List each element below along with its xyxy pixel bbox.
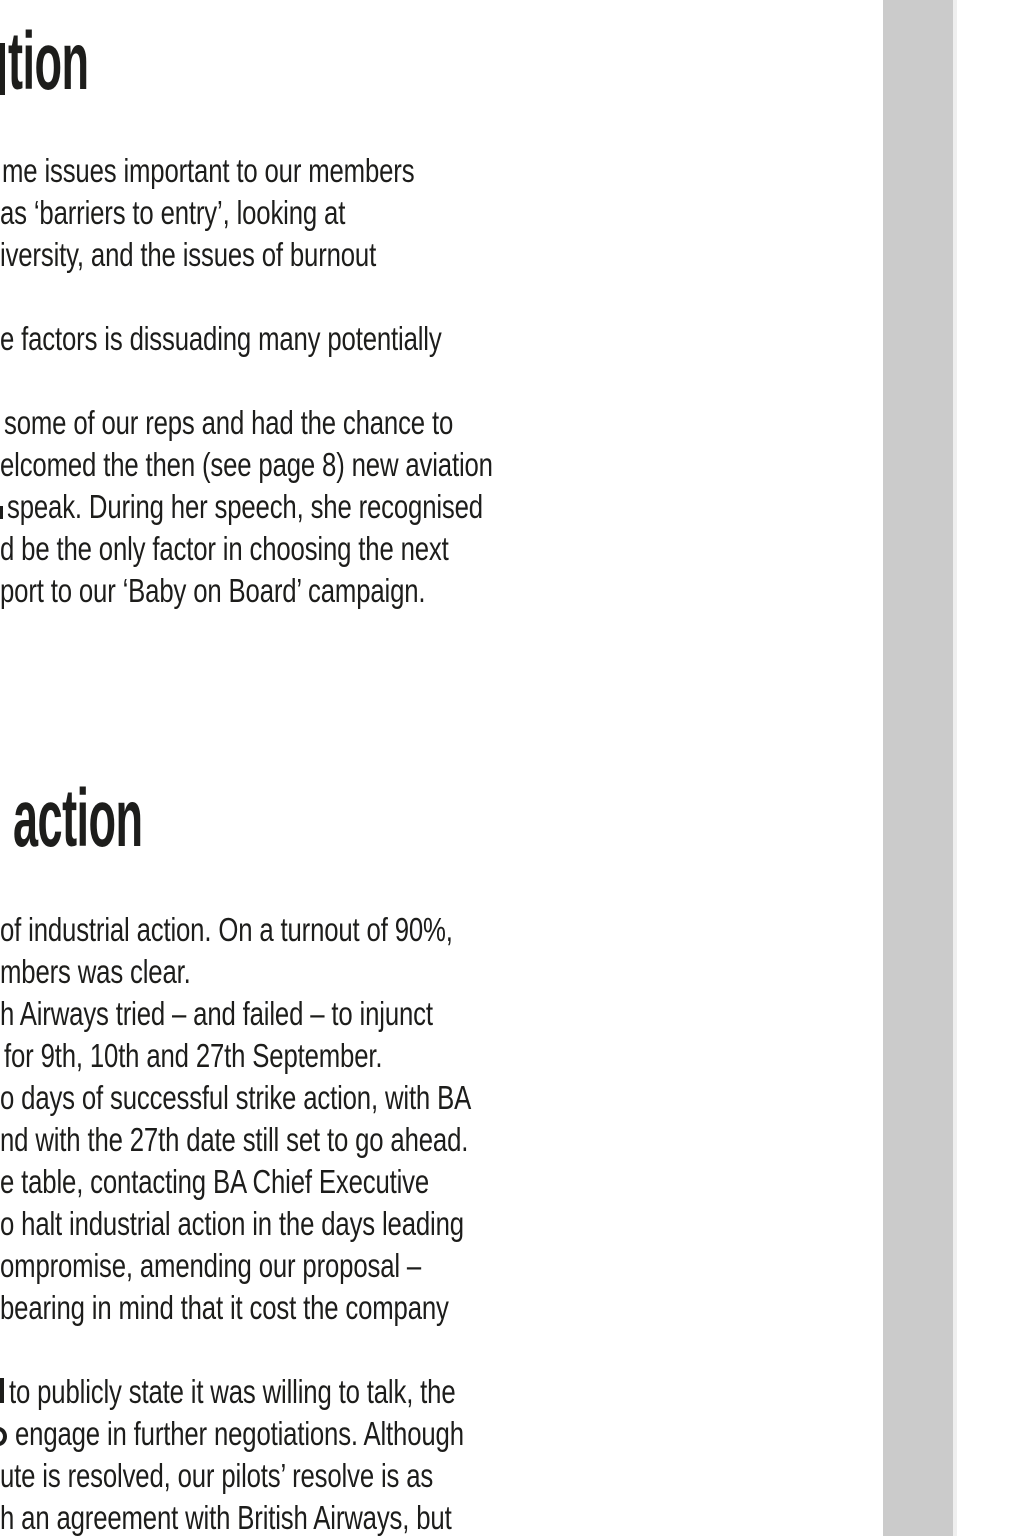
section-heading-cropped <box>13 773 248 864</box>
text-line-content: iversity, and the issues of burnout <box>0 236 377 273</box>
text-line <box>0 1455 890 1497</box>
text-line <box>0 570 890 612</box>
text-line-content: to publicly state it was willing to talk, the <box>9 1373 456 1410</box>
paragraph <box>0 318 890 360</box>
text-line-content: engage in further negotiations. Although <box>15 1415 464 1452</box>
text-line-content: e factors is dissuading many potentially <box>0 320 442 357</box>
text-line <box>0 1371 890 1413</box>
text-line-content: port to our ‘Baby on Board’ campaign. <box>0 572 426 609</box>
text-line <box>0 192 890 234</box>
text-line-content: h Airways tried – and failed – to injunct <box>0 995 433 1032</box>
text-line-content: as ‘barriers to entry’, looking at <box>0 194 346 231</box>
section-heading-text: action <box>13 773 143 864</box>
article-body-section-1 <box>0 150 890 612</box>
text-line-content: for 9th, 10th and 27th September. <box>4 1037 383 1074</box>
text-line <box>0 1497 890 1536</box>
page-margin-bar <box>883 0 953 1536</box>
text-line <box>0 993 890 1035</box>
text-line-content: some of our reps and had the chance to <box>4 404 454 441</box>
page-margin-bar-edge <box>953 0 957 1536</box>
text-line <box>0 909 890 951</box>
text-line-content: d be the only factor in choosing the next <box>0 530 449 567</box>
text-line <box>0 528 890 570</box>
cropped-letter-fragment <box>0 43 5 95</box>
text-line <box>0 1413 890 1455</box>
text-line <box>0 234 890 276</box>
text-line <box>0 1161 890 1203</box>
text-line <box>0 318 890 360</box>
text-line-content: ute is resolved, our pilots’ resolve is as <box>0 1457 434 1494</box>
text-line <box>0 1203 890 1245</box>
paragraph <box>0 1371 890 1536</box>
text-line <box>0 402 890 444</box>
cropped-letter-fragment <box>0 506 3 519</box>
text-line-content: elcomed the then (see page 8) new aviation <box>0 446 493 483</box>
text-line <box>0 1245 890 1287</box>
text-line-content: ompromise, amending our proposal – <box>0 1247 422 1284</box>
article-body-section-2 <box>0 909 890 1536</box>
text-line-content: o halt industrial action in the days leading <box>0 1205 464 1242</box>
text-line-content: me issues important to our members <box>2 152 415 189</box>
text-line <box>0 1119 890 1161</box>
paragraph <box>0 909 890 1329</box>
text-line-content: speak. During her speech, she recognised <box>7 488 483 525</box>
text-line-content: o days of successful strike action, with BA <box>0 1079 472 1116</box>
text-line <box>0 444 890 486</box>
section-heading-cropped <box>8 16 154 107</box>
text-line <box>0 150 890 192</box>
text-line-content: nd with the 27th date still set to go ahead. <box>0 1121 469 1158</box>
text-line-content: e table, contacting BA Chief Executive <box>0 1163 430 1200</box>
paragraph <box>0 150 890 276</box>
text-line-content: mbers was clear. <box>0 953 191 990</box>
text-line <box>0 951 890 993</box>
cropped-letter-fragment <box>0 1378 4 1403</box>
section-heading-text: tion <box>8 16 89 107</box>
text-line <box>0 1287 890 1329</box>
text-line-content: of industrial action. On a turnout of 90%, <box>0 911 453 948</box>
text-line <box>0 486 890 528</box>
text-line-content: h an agreement with British Airways, but <box>0 1499 452 1536</box>
paragraph <box>0 402 890 612</box>
text-line <box>0 1035 890 1077</box>
text-line-content: bearing in mind that it cost the company <box>0 1289 449 1326</box>
text-line <box>0 1077 890 1119</box>
